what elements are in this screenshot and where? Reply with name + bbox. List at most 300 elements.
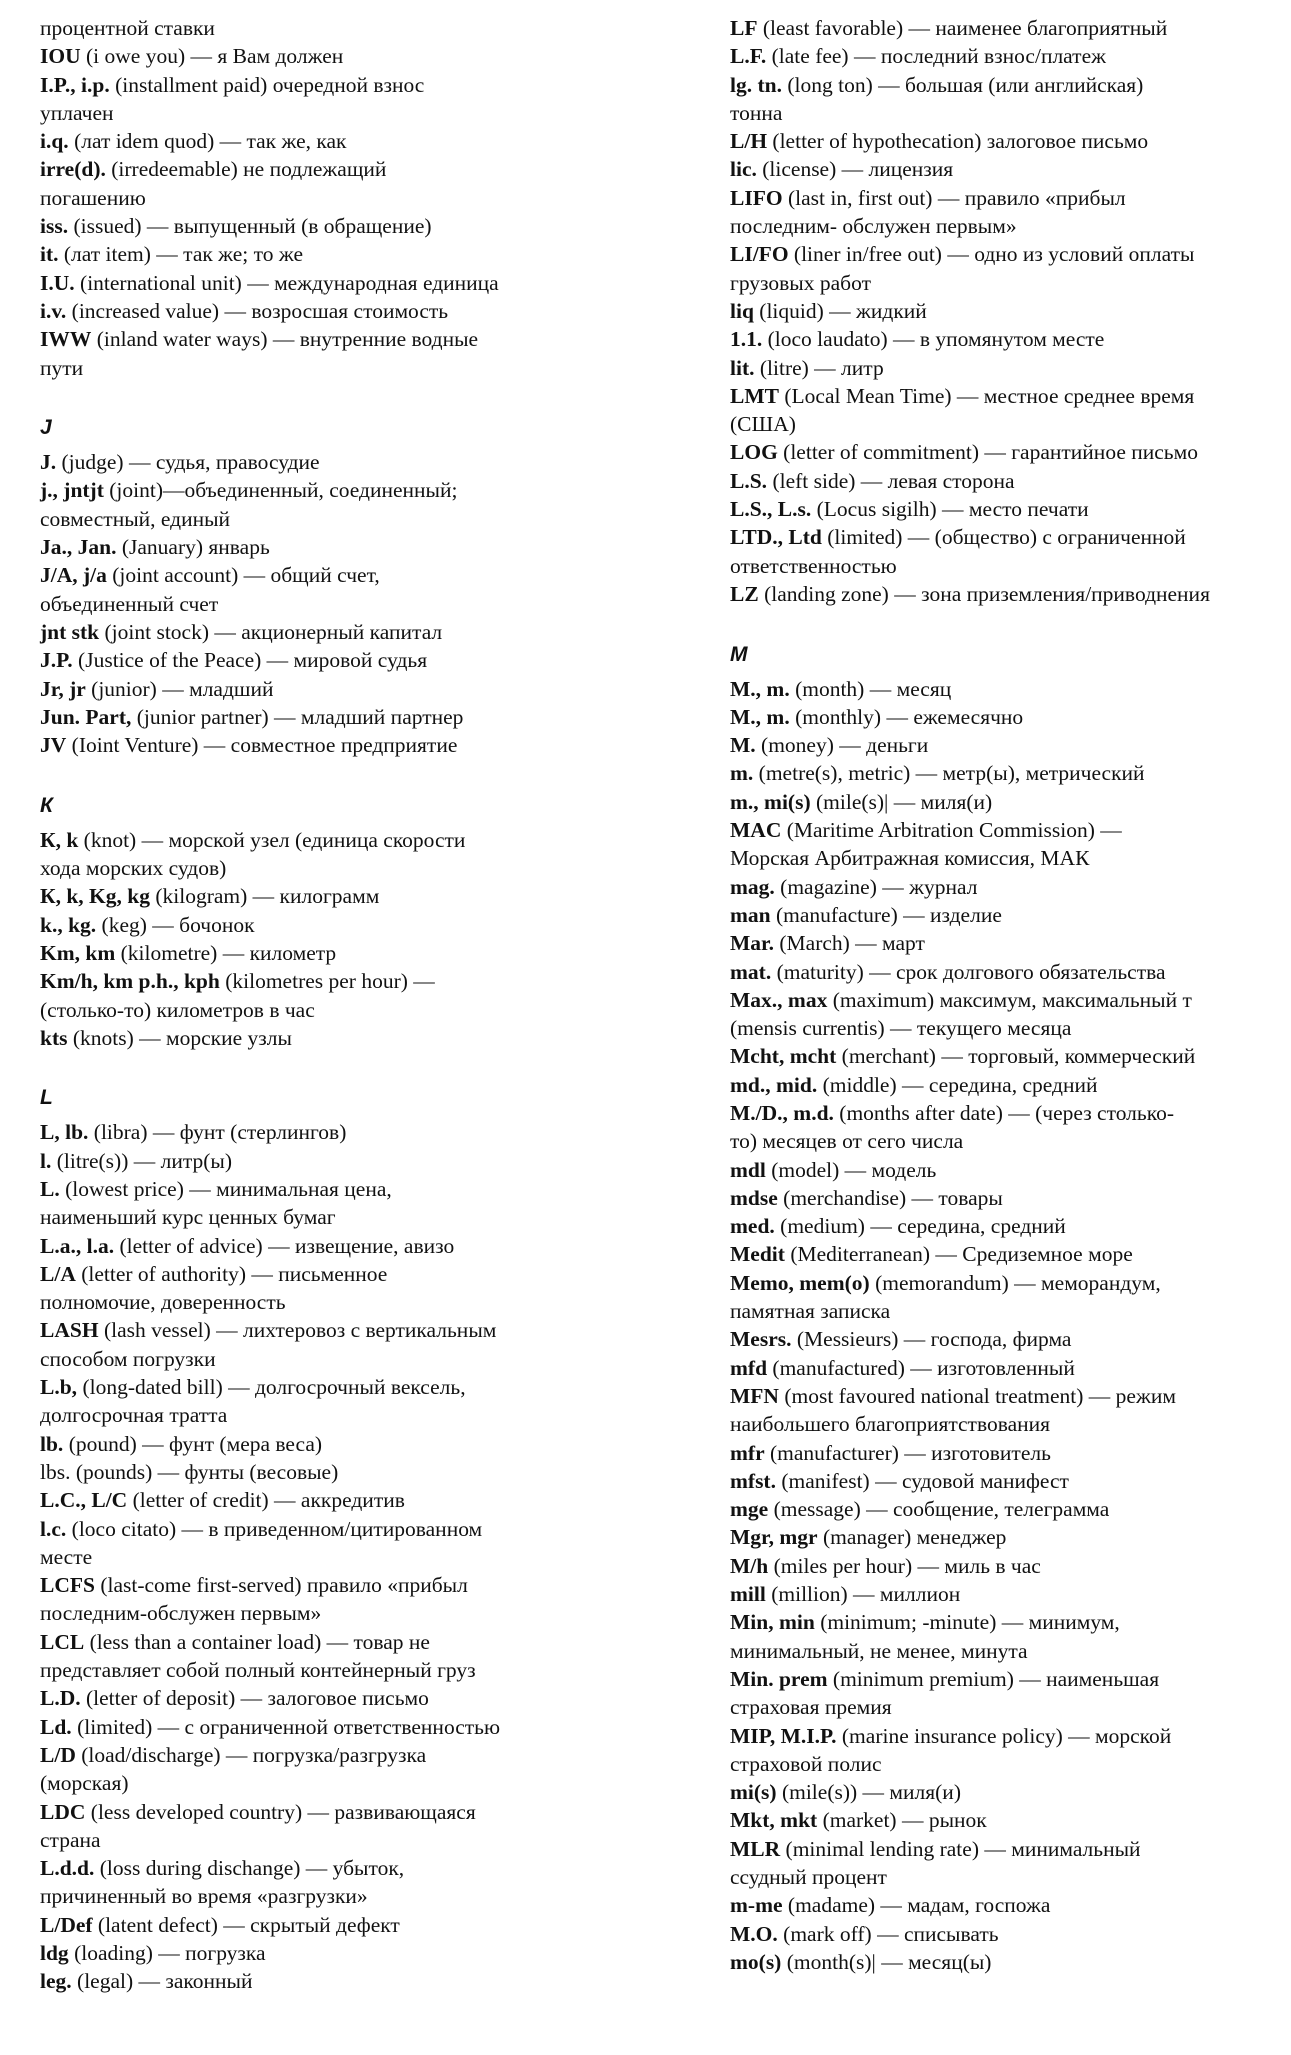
glossary-line: [730, 1778, 1285, 1806]
abbreviation-term: LMT: [730, 383, 779, 408]
glossary-line: [40, 212, 600, 240]
glossary-line: [730, 1467, 1285, 1495]
glossary-line: [40, 240, 600, 268]
definition-text: (mark off) — списывать: [777, 1921, 999, 1946]
definition-text: страховой полис: [730, 1751, 882, 1776]
glossary-line: [40, 1798, 600, 1826]
abbreviation-term: m.: [730, 761, 754, 786]
glossary-line: [40, 939, 600, 967]
abbreviation-term: Km/h, km p.h., kph: [40, 969, 220, 994]
glossary-line: [40, 1458, 600, 1486]
abbreviation-term: I.U.: [40, 270, 75, 295]
definition-text: (left side) — левая сторона: [767, 468, 1015, 493]
glossary-line: [40, 1118, 600, 1146]
abbreviation-term: m-me: [730, 1893, 783, 1918]
definition-text: (manager) менеджер: [817, 1525, 1007, 1550]
abbreviation-term: mdl: [730, 1157, 766, 1182]
definition-text: (лат idem quod) — так же, как: [68, 129, 347, 154]
abbreviation-term: IOU: [40, 44, 81, 69]
definition-text: (long ton) — большая (или английская): [781, 72, 1144, 97]
glossary-line: [40, 590, 600, 618]
definition-text: страховая премия: [730, 1695, 892, 1720]
definition-text: (least favorable) — наименее благоприятный: [757, 16, 1168, 40]
section-gap: [40, 759, 600, 787]
definition-text: (litre(s)) — литр(ы): [51, 1148, 233, 1173]
glossary-line: [730, 675, 1285, 703]
abbreviation-term: liq: [730, 298, 754, 323]
abbreviation-term: M.: [730, 733, 756, 758]
definition-text: (minimum premium) — наименьшая: [827, 1666, 1160, 1691]
abbreviation-term: Ja., Jan.: [40, 535, 117, 560]
definition-text: (manufacturer) — изготовитель: [764, 1440, 1051, 1465]
abbreviation-term: mge: [730, 1497, 769, 1522]
definition-text: (loco laudato) — в упомянутом месте: [762, 327, 1105, 352]
glossary-line: [730, 1495, 1285, 1523]
definition-text: процентной ставки: [40, 16, 215, 40]
definition-text: (magazine) — журнал: [774, 874, 978, 899]
abbreviation-term: L/Def: [40, 1912, 93, 1937]
glossary-line: [730, 844, 1285, 872]
glossary-line: [730, 155, 1285, 183]
glossary-line: [40, 448, 600, 476]
abbreviation-term: L.S., L.s.: [730, 497, 812, 522]
abbreviation-term: L/H: [730, 129, 768, 154]
glossary-line: [40, 1826, 600, 1854]
abbreviation-term: m., mi(s): [730, 789, 811, 814]
definition-text: (last-come first-served) правило «прибыл: [94, 1573, 468, 1598]
definition-text: тонна: [730, 100, 783, 125]
glossary-line: [730, 71, 1285, 99]
glossary-line: [40, 14, 600, 42]
glossary-line: [730, 1325, 1285, 1353]
abbreviation-term: Min. prem: [730, 1666, 828, 1691]
definition-text: (miles per hour) — миль в час: [768, 1553, 1041, 1578]
abbreviation-term: LIFO: [730, 185, 783, 210]
definition-text: (merchandise) — товары: [777, 1185, 1003, 1210]
definition-text: (Justice of the Peace) — мировой судья: [72, 648, 428, 673]
definition-text: ответственностью: [730, 553, 897, 578]
definition-text: (landing zone) — зона приземления/приводнения: [758, 581, 1210, 606]
glossary-line: [730, 523, 1285, 551]
abbreviation-term: LCL: [40, 1629, 85, 1654]
abbreviation-term: L, lb.: [40, 1120, 89, 1145]
glossary-line: [730, 127, 1285, 155]
definition-text: (manufactured) — изготовленный: [767, 1355, 1075, 1380]
abbreviation-term: mill: [730, 1582, 766, 1607]
abbreviation-term: mi(s): [730, 1780, 777, 1805]
glossary-line: [40, 1599, 600, 1627]
glossary-line: [40, 1713, 600, 1741]
glossary-line: [730, 958, 1285, 986]
abbreviation-term: Jun. Part,: [40, 704, 132, 729]
definition-text: (litre) — литр: [754, 355, 884, 380]
abbreviation-term: IWW: [40, 327, 92, 352]
definition-text: (liquid) — жидкий: [753, 298, 927, 323]
definition-text: (million) — миллион: [765, 1582, 961, 1607]
abbreviation-term: L.D.: [40, 1686, 81, 1711]
glossary-line: [40, 99, 600, 127]
abbreviation-term: Memo, mem(o): [730, 1270, 870, 1295]
definition-text: (kilometre) — километр: [115, 940, 337, 965]
abbreviation-term: lic.: [730, 157, 757, 182]
definition-text: (loading) — погрузка: [68, 1941, 266, 1965]
glossary-line: [40, 155, 600, 183]
glossary-line: [40, 1769, 600, 1797]
abbreviation-term: L.: [40, 1176, 60, 1201]
definition-text: последним-обслужен первым»: [40, 1601, 322, 1626]
definition-text: (irredeemable) не подлежащий: [105, 157, 387, 182]
glossary-line: [40, 1882, 600, 1910]
glossary-line: [730, 1240, 1285, 1268]
glossary-line: [730, 873, 1285, 901]
definition-text: (last in, first out) — правило «прибыл: [782, 185, 1126, 210]
glossary-line: [730, 1920, 1285, 1948]
definition-text: (letter of commitment) — гарантийное письмо: [777, 440, 1198, 465]
glossary-line: [730, 1042, 1285, 1070]
definition-text: (mensis currentis) — текущего месяца: [730, 1016, 1072, 1041]
abbreviation-term: ldg: [40, 1941, 69, 1965]
glossary-line: [40, 882, 600, 910]
definition-text: (less than a container load) — товар не: [84, 1629, 430, 1654]
definition-text: способом погрузки: [40, 1346, 216, 1371]
abbreviation-term: LZ: [730, 581, 759, 606]
glossary-line: [730, 1948, 1285, 1976]
glossary-line: [40, 911, 600, 939]
definition-text: (kilometres per hour) —: [219, 969, 435, 994]
glossary-line: [40, 42, 600, 70]
definition-text: (manifest) — судовой манифест: [775, 1468, 1069, 1493]
glossary-line: [730, 1184, 1285, 1212]
definition-text: (liner in/free out) — одно из условий оплаты: [788, 242, 1195, 267]
glossary-line: [730, 410, 1285, 438]
definition-text: (middle) — середина, средний: [817, 1072, 1098, 1097]
definition-text: (junior partner) — младший партнер: [131, 704, 464, 729]
glossary-line: [40, 1316, 600, 1344]
right-column: [730, 14, 1285, 1976]
definition-text: (month) — месяц: [789, 676, 952, 701]
glossary-line: [730, 1608, 1285, 1636]
glossary-line: [730, 1382, 1285, 1410]
glossary-line: [730, 1269, 1285, 1297]
abbreviation-term: J.P.: [40, 648, 73, 673]
definition-text: (letter of deposit) — залоговое письмо: [80, 1686, 429, 1711]
definition-text: (late fee) — последний взнос/платеж: [766, 44, 1106, 69]
abbreviation-term: LTD., Ltd: [730, 525, 822, 550]
definition-text: (letter of authority) — письменное: [75, 1261, 388, 1286]
definition-text: (Mediterranean) — Средиземное море: [784, 1242, 1133, 1267]
abbreviation-term: lg. tn.: [730, 72, 782, 97]
definition-text: наименьший курс ценных бумаг: [40, 1205, 336, 1230]
definition-text: (less developed country) — развивающаяся: [85, 1799, 476, 1824]
definition-text: пути: [40, 355, 84, 380]
section-letter-heading: J: [40, 416, 52, 440]
abbreviation-term: К, k, Kg, kg: [40, 884, 150, 909]
definition-text: месте: [40, 1544, 93, 1569]
glossary-line: [40, 1024, 600, 1052]
definition-text: (marine insurance policy) — морской: [836, 1723, 1172, 1748]
abbreviation-term: Mkt, mkt: [730, 1808, 818, 1833]
glossary-line: [730, 1863, 1285, 1891]
abbreviation-term: L.a., l.a.: [40, 1233, 115, 1258]
abbreviation-term: L.b,: [40, 1375, 78, 1400]
glossary-line: [40, 675, 600, 703]
abbreviation-term: LI/FO: [730, 242, 789, 267]
glossary-line: [40, 354, 600, 382]
abbreviation-term: LDC: [40, 1799, 86, 1824]
glossary-line: [730, 184, 1285, 212]
abbreviation-term: L.d.d.: [40, 1856, 95, 1881]
abbreviation-term: mat.: [730, 959, 772, 984]
glossary-line: [730, 1127, 1285, 1155]
abbreviation-term: mag.: [730, 874, 775, 899]
abbreviation-term: i.q.: [40, 129, 69, 154]
definition-text: уплачен: [40, 100, 114, 125]
definition-text: полномочие, доверенность: [40, 1290, 286, 1315]
abbreviation-term: MIP, M.I.P.: [730, 1723, 837, 1748]
definition-text: (Messieurs) — господа, фирма: [791, 1327, 1072, 1352]
glossary-line: [40, 325, 600, 353]
abbreviation-term: L.C., L/C: [40, 1488, 128, 1513]
definition-text: последним- обслужен первым»: [730, 214, 1017, 239]
glossary-line: [730, 1750, 1285, 1778]
abbreviation-term: lb.: [40, 1431, 64, 1456]
glossary-line: [730, 816, 1285, 844]
definition-text: (Ioint Venture) — совместное предприятие: [66, 733, 458, 758]
abbreviation-term: i.v.: [40, 298, 67, 323]
definition-text: (lash vessel) — лихтеровоз с вертикальным: [98, 1318, 497, 1343]
glossary-line: [730, 1014, 1285, 1042]
definition-text: (maximum) максимум, максимальный т: [827, 987, 1192, 1012]
definition-text: страна: [40, 1827, 101, 1852]
abbreviation-term: med.: [730, 1214, 775, 1239]
glossary-line: [730, 1523, 1285, 1551]
definition-text: хода морских судов): [40, 856, 227, 881]
glossary-line: [730, 901, 1285, 929]
definition-text: то) месяцев от сего числа: [730, 1129, 964, 1154]
glossary-line: [730, 580, 1285, 608]
abbreviation-term: Jr, jr: [40, 676, 86, 701]
glossary-line: [730, 703, 1285, 731]
abbreviation-term: Mcht, mcht: [730, 1044, 837, 1069]
abbreviation-term: LF: [730, 16, 758, 40]
definition-text: (maturity) — срок долгового обязательства: [771, 959, 1166, 984]
definition-text: (keg) — бочонок: [96, 912, 255, 937]
abbreviation-term: L.S.: [730, 468, 768, 493]
definition-text: (monthly) — ежемесячно: [789, 704, 1024, 729]
definition-text: (inland water ways) — внутренние водные: [91, 327, 479, 352]
definition-text: (kilogram) — килограмм: [149, 884, 380, 909]
glossary-line: [40, 561, 600, 589]
glossary-line: [730, 1071, 1285, 1099]
definition-text: (March) — март: [774, 931, 925, 956]
abbreviation-term: M/h: [730, 1553, 769, 1578]
glossary-line: [40, 646, 600, 674]
definition-text: представляет собой полный контейнерный груз: [40, 1658, 476, 1683]
definition-text: минимальный, не менее, минута: [730, 1638, 1028, 1663]
glossary-line: [40, 1345, 600, 1373]
abbreviation-term: L.F.: [730, 44, 767, 69]
abbreviation-term: I.P., i.p.: [40, 72, 110, 97]
definition-text: (model) — модель: [765, 1157, 937, 1182]
definition-text: (limited) — (общество) с ограниченной: [821, 525, 1186, 550]
definition-text: (medium) — середина, средний: [774, 1214, 1066, 1239]
abbreviation-term: J/A, j/a: [40, 563, 107, 588]
definition-text: (letter of hypothecation) залоговое письмо: [767, 129, 1149, 154]
glossary-line: [730, 1212, 1285, 1240]
glossary-line: [40, 533, 600, 561]
abbreviation-term: man: [730, 902, 771, 927]
abbreviation-term: M./D., m.d.: [730, 1100, 834, 1125]
definition-text: (long-dated bill) — долгосрочный вексель,: [77, 1375, 466, 1400]
definition-text: (столько-то) километров в час: [40, 997, 315, 1022]
abbreviation-term: mfd: [730, 1355, 768, 1380]
glossary-line: [730, 297, 1285, 325]
glossary-line: [40, 731, 600, 759]
glossary-line: [730, 1665, 1285, 1693]
glossary-line: [40, 269, 600, 297]
glossary-line: [40, 184, 600, 212]
glossary-line: [730, 1099, 1285, 1127]
glossary-line: [730, 1439, 1285, 1467]
glossary-line: [730, 1297, 1285, 1325]
abbreviation-term: Mgr, mgr: [730, 1525, 818, 1550]
left-column: [40, 14, 600, 1996]
definition-text: (message) — сообщение, телеграмма: [768, 1497, 1110, 1522]
glossary-line: [730, 382, 1285, 410]
definition-text: (memorandum) — меморандум,: [869, 1270, 1161, 1295]
glossary-line: [40, 618, 600, 646]
definition-text: долгосрочная тратта: [40, 1403, 228, 1428]
definition-text: (metre(s), metric) — метр(ы), метрический: [753, 761, 1145, 786]
glossary-line: [730, 1806, 1285, 1834]
glossary-line: [730, 788, 1285, 816]
definition-text: (mile(s)| — миля(и): [810, 789, 993, 814]
section-gap: [40, 1052, 600, 1080]
glossary-line: [730, 467, 1285, 495]
glossary-line: [40, 996, 600, 1024]
glossary-line: [40, 1373, 600, 1401]
glossary-line: [730, 1637, 1285, 1665]
glossary-line: [730, 759, 1285, 787]
definition-text: Морская Арбитражная комиссия, МАК: [730, 846, 1090, 871]
definition-text: грузовых работ: [730, 270, 871, 295]
glossary-line: [730, 1580, 1285, 1608]
abbreviation-term: LASH: [40, 1318, 99, 1343]
glossary-line: [730, 1722, 1285, 1750]
glossary-line: [730, 495, 1285, 523]
definition-text: (issued) — выпущенный (в обращение): [68, 214, 432, 239]
definition-text: (manufacture) — изделие: [770, 902, 1002, 927]
definition-text: (letter of credit) — аккредитив: [127, 1488, 405, 1513]
abbreviation-term: MAC: [730, 818, 782, 843]
definition-text: (knot) — морской узел (единица скорости: [78, 827, 466, 852]
glossary-line: [40, 297, 600, 325]
glossary-line: [730, 929, 1285, 957]
glossary-line: [730, 325, 1285, 353]
glossary-line: [730, 1410, 1285, 1438]
glossary-line: [730, 1693, 1285, 1721]
definition-text: (pound) — фунт (мера веса): [63, 1431, 323, 1456]
definition-text: (latent defect) — скрытый дефект: [92, 1912, 400, 1937]
abbreviation-term: L/D: [40, 1742, 76, 1767]
abbreviation-term: Mar.: [730, 931, 774, 956]
definition-text: (junior) — младший: [85, 676, 274, 701]
abbreviation-term: l.: [40, 1148, 52, 1173]
glossary-line: [40, 1543, 600, 1571]
glossary-line: [730, 1156, 1285, 1184]
glossary-line: [40, 1401, 600, 1429]
definition-text: (installment paid) очередной взнос: [109, 72, 425, 97]
glossary-line: [730, 42, 1285, 70]
abbreviation-term: md., mid.: [730, 1072, 818, 1097]
definition-text: (libra) — фунт (стерлингов): [88, 1120, 347, 1145]
abbreviation-term: l.c.: [40, 1516, 67, 1541]
glossary-line: [40, 127, 600, 155]
definition-text: (Maritime Arbitration Commission) —: [781, 818, 1122, 843]
section-letter-heading: М: [730, 642, 748, 666]
definition-text: (lowest price) — минимальная цена,: [59, 1176, 392, 1201]
glossary-line: [40, 1515, 600, 1543]
glossary-line: [40, 1939, 600, 1967]
section-letter-heading: L: [40, 1086, 53, 1110]
abbreviation-term: iss.: [40, 214, 69, 239]
definition-text: (США): [730, 412, 796, 437]
glossary-line: [40, 1430, 600, 1458]
glossary-line: [730, 731, 1285, 759]
abbreviation-term: Ld.: [40, 1714, 72, 1739]
abbreviation-term: j., jntjt: [40, 478, 104, 503]
abbreviation-term: Mesrs.: [730, 1327, 792, 1352]
abbreviation-term: JV: [40, 733, 67, 758]
abbreviation-term: leg.: [40, 1969, 72, 1994]
definition-text: (морская): [40, 1771, 129, 1796]
abbreviation-term: MLR: [730, 1836, 781, 1861]
definition-text: (loco citato) — в приведенном/цитированном: [66, 1516, 483, 1541]
glossary-line: [730, 1552, 1285, 1580]
glossary-line: [730, 354, 1285, 382]
glossary-line: [40, 1911, 600, 1939]
abbreviation-term: M.O.: [730, 1921, 778, 1946]
glossary-line: [40, 1175, 600, 1203]
abbreviation-term: mfst.: [730, 1468, 776, 1493]
abbreviation-term: mdse: [730, 1185, 778, 1210]
definition-text: (minimum; -minute) — минимум,: [814, 1610, 1120, 1635]
definition-text: (months after date) — (через столько-: [833, 1100, 1174, 1125]
definition-text: (legal) — законный: [71, 1969, 253, 1994]
glossary-line: [40, 1684, 600, 1712]
glossary-line: [40, 1854, 600, 1882]
definition-text: (minimal lending rate) — минимальный: [780, 1836, 1141, 1861]
definition-text: причиненный во время «разгрузки»: [40, 1884, 368, 1909]
section-gap: [730, 608, 1285, 636]
section-gap: [40, 382, 600, 410]
glossary-line: [730, 212, 1285, 240]
glossary-line: [730, 240, 1285, 268]
definition-text: (license) — лицензия: [756, 157, 954, 182]
abbreviation-term: k., kg.: [40, 912, 97, 937]
definition-text: совместный, единый: [40, 506, 231, 531]
definition-text: (money) — деньги: [755, 733, 929, 758]
glossary-line: [40, 854, 600, 882]
abbreviation-term: M., m.: [730, 704, 790, 729]
definition-text: (judge) — судья, правосудие: [56, 450, 320, 475]
abbreviation-term: lit.: [730, 355, 755, 380]
abbreviation-term: M., m.: [730, 676, 790, 701]
definition-text: (loss during dischange) — убыток,: [94, 1856, 405, 1881]
definition-text: (madame) — мадам, госпожа: [782, 1893, 1051, 1918]
glossary-line: [40, 1741, 600, 1769]
abbreviation-term: mfr: [730, 1440, 765, 1465]
